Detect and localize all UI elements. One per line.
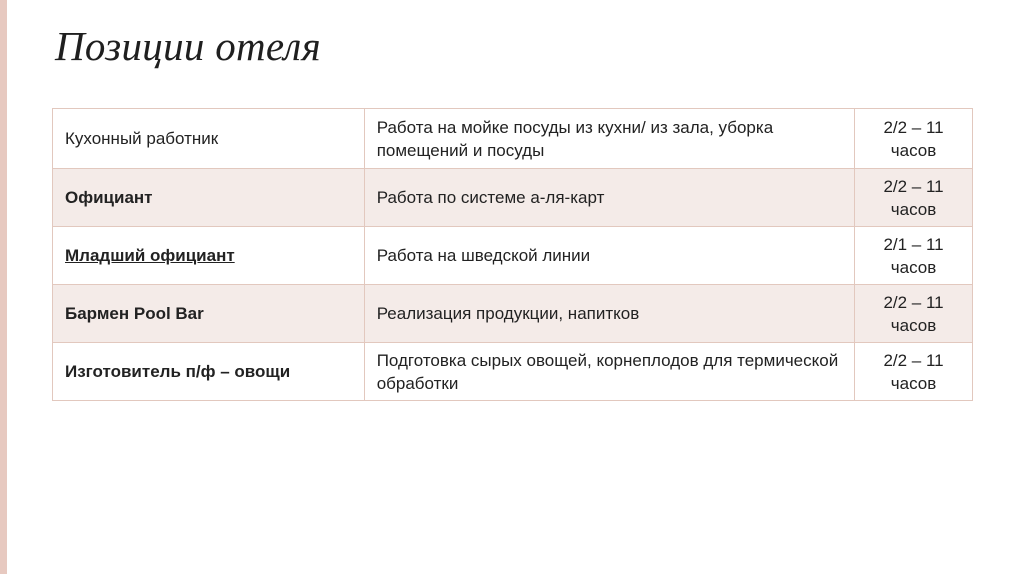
shift-value: 2/2 – 11 [883,292,944,312]
table-row [53,109,973,169]
shift-unit: часов [890,140,937,160]
role-cell: Изготовитель п/ф – овощи [53,343,365,401]
table-row [53,227,973,285]
shift-unit: часов [890,315,937,335]
shift-cell [855,227,973,285]
shift-unit: часов [890,257,937,277]
role-cell: Младший официант [53,227,365,285]
role-cell: Кухонный работник [53,109,365,169]
role-cell: Бармен Pool Bar [53,285,365,343]
description-cell: Работа на мойке посуды из кухни/ из зала, уборка помещений и посуды [364,109,854,169]
positions-table [52,108,973,401]
shift-value: 2/2 – 11 [883,350,944,370]
shift-cell [855,109,973,169]
shift-unit: часов [890,373,937,393]
table-row [53,285,973,343]
accent-bar [0,0,7,574]
shift-value: 2/2 – 11 [883,176,944,196]
shift-cell [855,285,973,343]
description-cell: Работа по системе а-ля-карт [364,169,854,227]
table-row [53,169,973,227]
shift-cell [855,169,973,227]
description-cell: Работа на шведской линии [364,227,854,285]
description-cell: Подготовка сырых овощей, корнеплодов для термической обработки [364,343,854,401]
shift-value: 2/1 – 11 [883,234,944,254]
description-cell: Реализация продукции, напитков [364,285,854,343]
shift-cell [855,343,973,401]
page-title: Позиции отеля [55,23,321,69]
role-cell: Официант [53,169,365,227]
shift-unit: часов [890,199,937,219]
shift-value: 2/2 – 11 [883,117,944,137]
table-row [53,343,973,401]
